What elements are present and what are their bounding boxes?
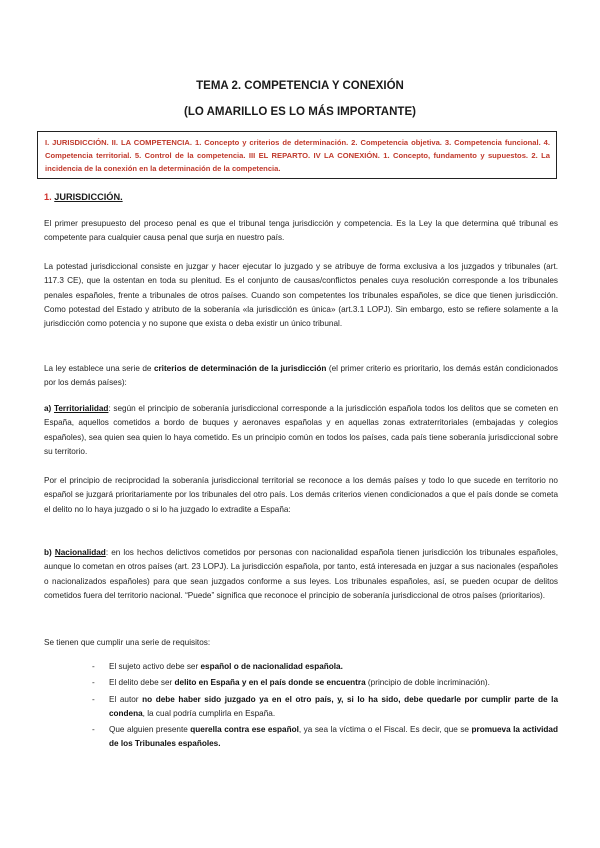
list-dash: - — [92, 662, 95, 671]
paragraph-territorialidad — [44, 402, 558, 459]
req4-bold2: promueva la actividad de los Tribunales españoles. — [109, 725, 558, 749]
section-title: JURISDICCIÓN. — [54, 192, 123, 202]
paragraph-requisitos: Se tienen que cumplir una serie de requisitos: — [44, 638, 211, 647]
list-dash: - — [92, 678, 95, 688]
criterios-post: (el primer criterio es prioritario, los demás están condicionados por los demás países): — [44, 364, 558, 388]
req4-bold1: querella contra ese español — [190, 725, 299, 735]
paragraph-nacionalidad — [44, 546, 558, 603]
req1-bold: español o de nacionalidad española. — [200, 662, 343, 671]
territorialidad-term: Territorialidad — [53, 404, 109, 413]
topic-index-text: I. JURISDICCIÓN. II. LA COMPETENCIA. 1. Concepto y criterios de determinación. 2. Competencia objetiva. 3. Competencia funcional. 4. Competencia territorial. 5. Control de la competencia. III EL REPARTO. IV LA CONEXIÓN. 1. Concepto, fundamento y supuestos. 2. La incidencia de la conexión en la determinación de la competencia. — [45, 138, 550, 173]
req3-text: El autor — [109, 694, 143, 704]
criterios-pre: La ley establece una serie de — [44, 364, 154, 373]
req4-mid: , ya sea la víctima o el Fiscal. Es decir, que se — [298, 725, 472, 735]
requirements-list — [92, 660, 558, 754]
nacionalidad-term: Nacionalidad — [54, 548, 106, 557]
nacionalidad-text: : en los hechos delictivos cometidos por personas con nacionalidad española tienen jurisdicción los tribunales españoles, aunque lo cometan en otros países (art. 23 LOPJ). La jurisdicción española, por tanto, está interesada en juzgar a sus nacionales (españoles o nacionalizados españoles) para que sean juzgados conforme a sus leyes. Los tribunales españoles, así, se pueden ocupar de delitos cometidos fuera del territorio nacional. “Puede” significa que reconoce el principio de soberanía jurisdiccional de otros países (prioritarios). — [44, 548, 558, 600]
paragraph-potestad: La potestad jurisdiccional consiste en juzgar y hacer ejecutar lo juzgado y se atribuye de forma exclusiva a los juzgados y tribunales (art. 117.3 CE), que la ostentan en toda su plenitud. Es el conjunto de causas/conflictos penales cuya resolución corresponde a los tribunales penales españoles, frente a tribunales de otros países. Cuando son competentes los tribunales españoles, se dice que tienen jurisdicción. Como potestad del Estado y atributo de la soberanía «la jurisdicción es única» (art.3.1 LOPJ). Sin embargo, esto se refiere solamente a la jurisdicción como potencia y no supone que exista o deba existir un único tribunal. — [44, 262, 558, 329]
page-subtitle: (LO AMARILLO ES LO MÁS IMPORTANTE) — [184, 106, 416, 118]
criterios-bold: criterios de determinación de la jurisdicción — [153, 364, 327, 373]
req4-text: Que alguien presente — [109, 725, 191, 735]
nacionalidad-label: b) — [44, 548, 55, 557]
list-dash: - — [92, 725, 95, 735]
section-heading — [44, 192, 123, 202]
list-dash: - — [92, 694, 95, 704]
paragraph-intro: El primer presupuesto del proceso penal es que el tribunal tenga jurisdicción y competencia. Es la Ley la que determina qué tribunal es competente para cualquier causa penal que surja en nuestro país. — [44, 219, 558, 243]
req2-text: El delito debe ser — [109, 678, 175, 688]
req2-bold: delito en España y en el país donde se encuentra — [174, 678, 366, 688]
paragraph-criterios — [44, 362, 558, 391]
list-item — [92, 723, 558, 752]
page-title: TEMA 2. COMPETENCIA Y CONEXIÓN — [196, 80, 404, 92]
section-number: 1. — [44, 192, 52, 202]
list-item — [92, 660, 558, 674]
req3-post: , la cual podría cumplirla en España. — [142, 708, 276, 718]
list-item — [92, 693, 558, 722]
req1-text: El sujeto activo debe ser — [109, 662, 201, 671]
list-item — [92, 676, 558, 690]
req2-post: (principio de doble incriminación). — [365, 678, 490, 688]
territorialidad-text: : según el principio de soberanía jurisdiccional corresponde a la jurisdicción española todos los delitos que se cometen en España, aquellos cometidos a bordo de buques y aeronaves españolas y en aquellas zonas extraterritoriales (embajadas y colegios españoles), sea quien sea quien lo haya cometido. Es un principio común en todos los países, cada país tiene soberanía jurisdiccional sobre su territorio. — [44, 404, 558, 456]
req3-bold: no debe haber sido juzgado ya en el otro país, y, si lo ha sido, debe quedarle por cumplir parte de la condena — [109, 694, 558, 718]
territorialidad-label: a) — [44, 404, 54, 413]
topic-index-box — [37, 131, 557, 179]
paragraph-reciprocidad: Por el principio de reciprocidad la soberanía jurisdiccional territorial se reconoce a los demás países y todo lo que sucede en territorio no español se juzgará prioritariamente por los tribunales del otro país. Los demás criterios vienen condicionados a que el país donde se cometa el delito no lo haya juzgado o si lo ha juzgado lo extradite a España: — [44, 476, 558, 514]
